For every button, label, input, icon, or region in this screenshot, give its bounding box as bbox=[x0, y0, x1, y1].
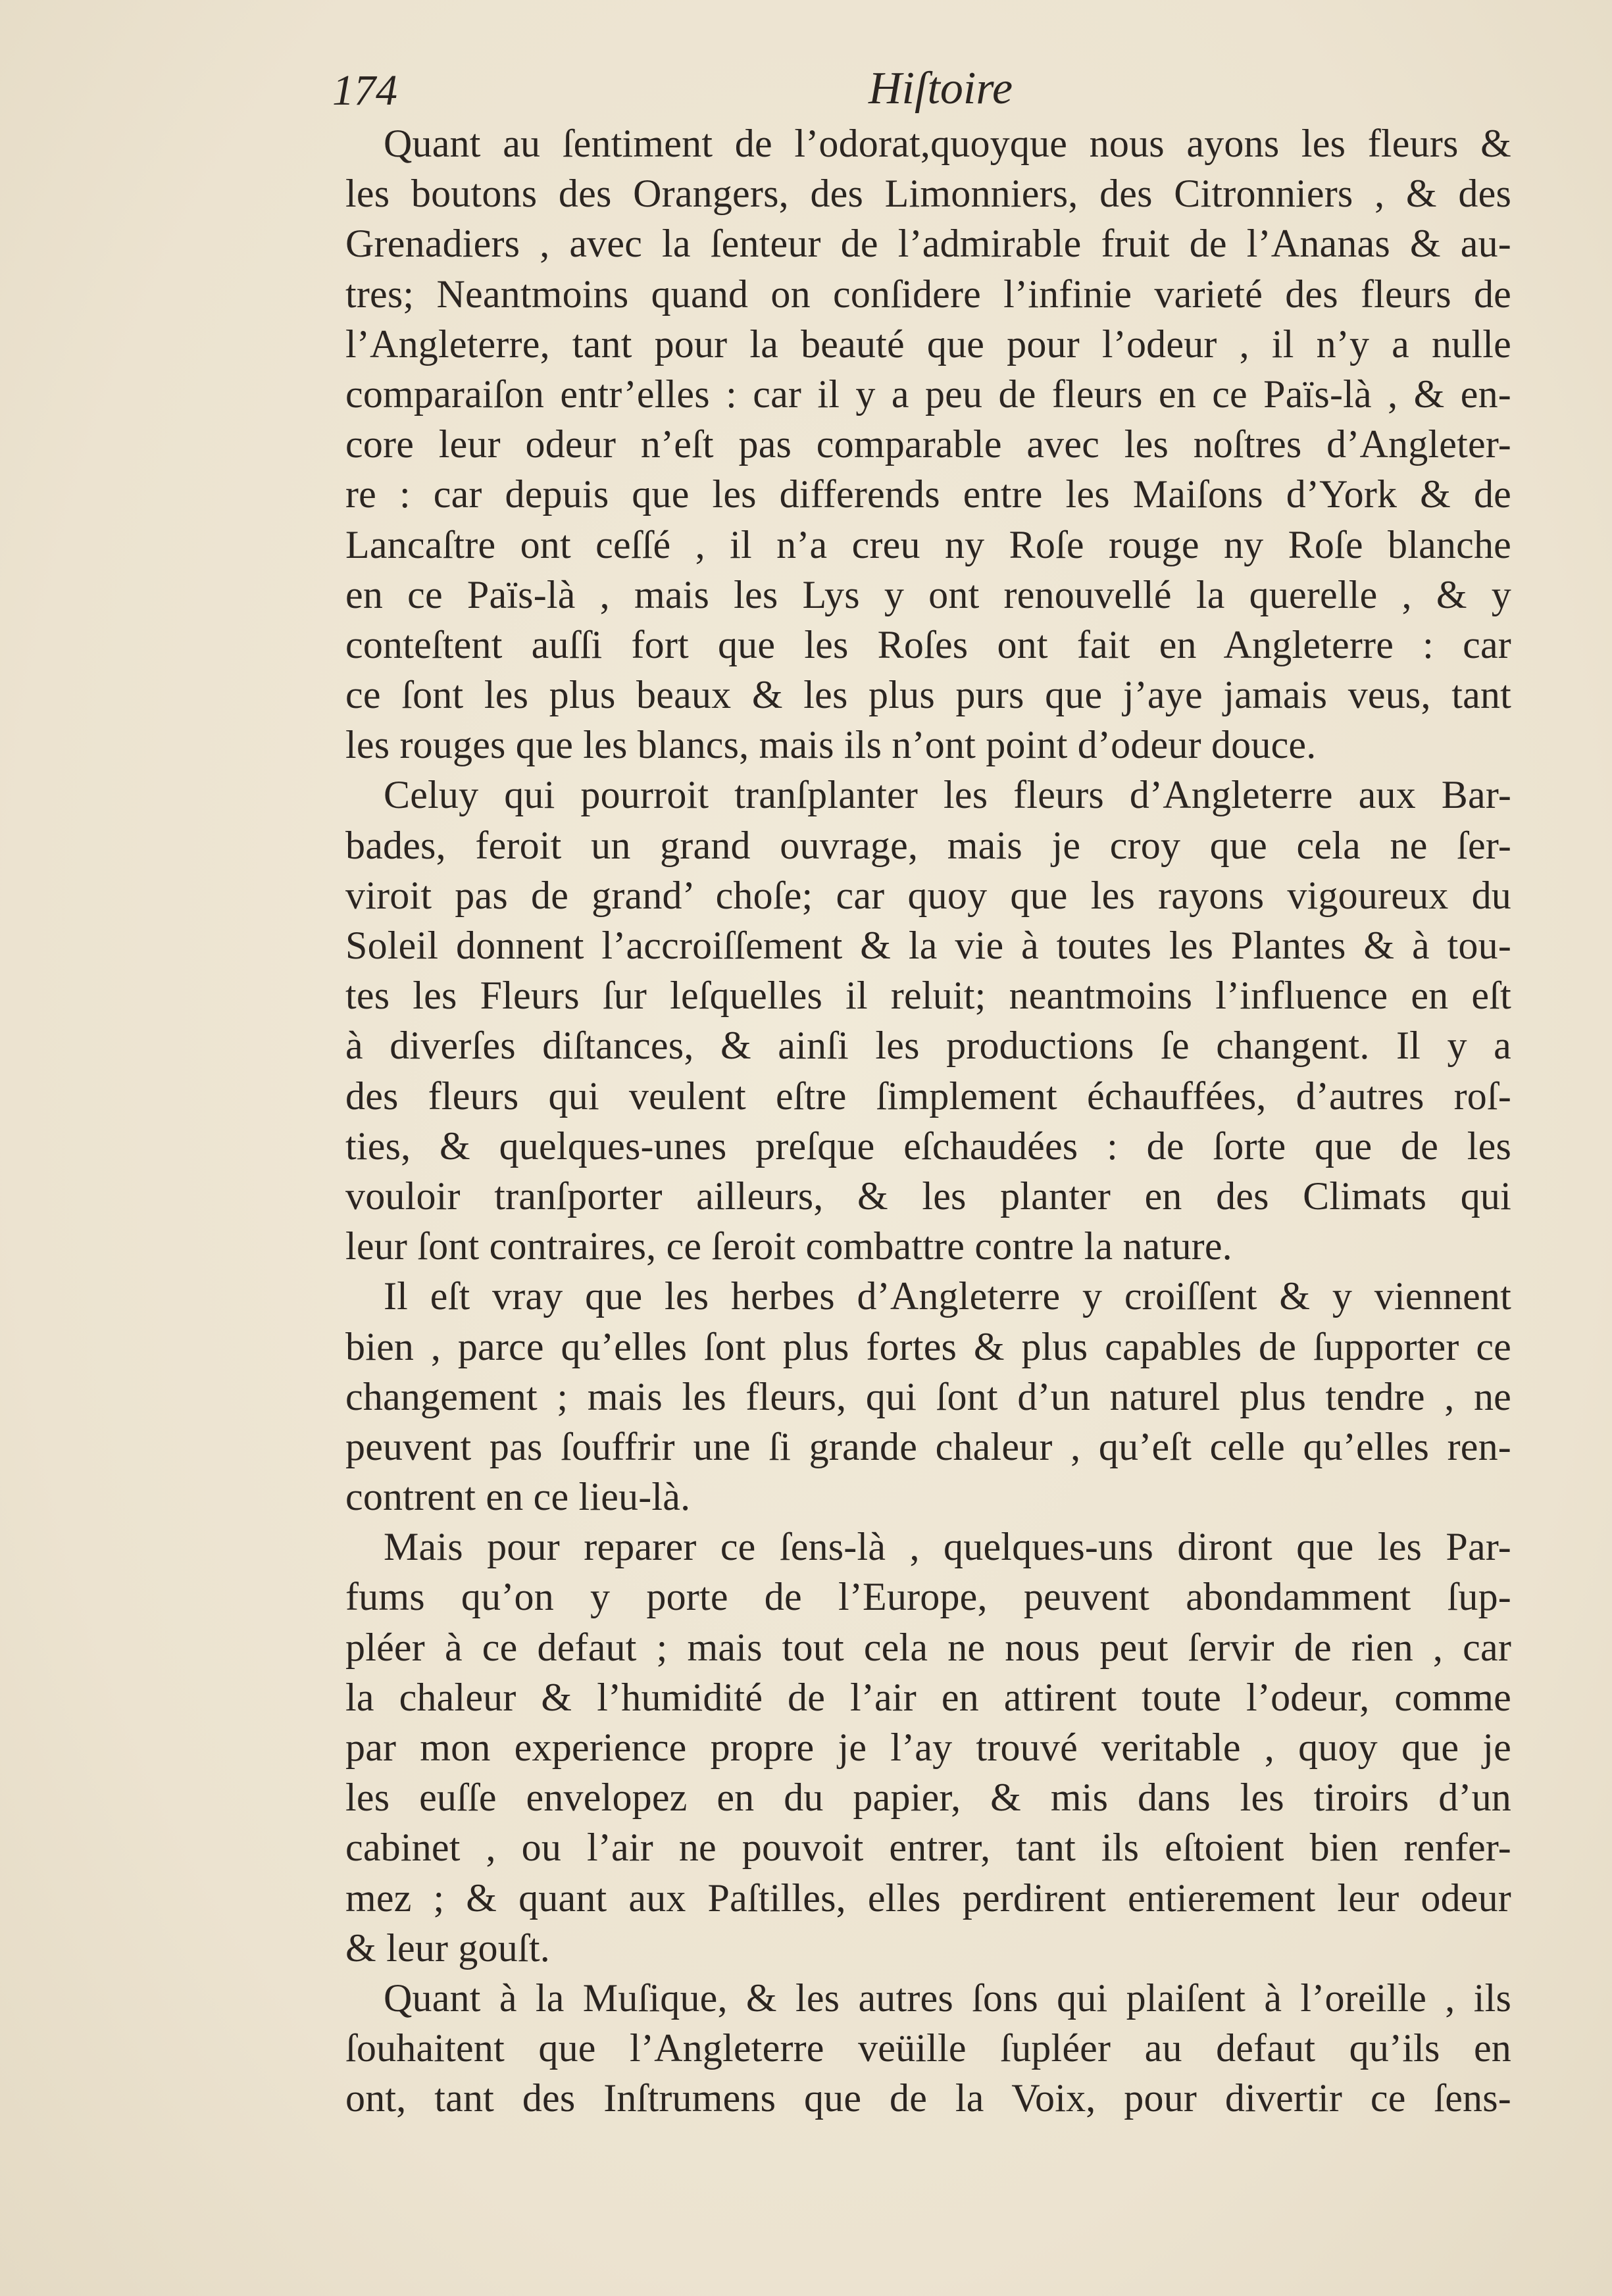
text-line: Quant au ſentiment de l’odorat,quoyque nous ayons les fleurs & bbox=[384, 122, 1511, 165]
text-line: re : car depuis que les differends entre les Maiſons d’York & de bbox=[345, 472, 1511, 516]
text-line: contrent en ce lieu-là. bbox=[345, 1475, 691, 1519]
text-line: à diverſes diſtances, & ainſi les productions ſe changent. Il y a bbox=[345, 1024, 1511, 1068]
text-line: Il eſt vray que les herbes d’Angleterre y croiſſent & y viennent bbox=[384, 1274, 1511, 1318]
text-line: Celuy qui pourroit tranſplanter les fleurs d’Angleterre aux Bar- bbox=[384, 773, 1511, 817]
text-line: des fleurs qui veulent eſtre ſimplement échauffées, d’autres roſ- bbox=[345, 1074, 1511, 1118]
text-line: conteſtent auſſi fort que les Roſes ont fait en Angleterre : car bbox=[345, 622, 1511, 666]
text-line: ce ſont les plus beaux & les plus purs que j’aye jamais veus, tant bbox=[345, 673, 1511, 717]
text-line: core leur odeur n’eſt pas comparable avec les noſtres d’Angleter- bbox=[345, 422, 1511, 466]
text-line: viroit pas de grand’ choſe; car quoy que les rayons vigoureux du bbox=[345, 873, 1511, 917]
text-line: mez ; & quant aux Paſtilles, elles perdirent entierement leur odeur bbox=[345, 1876, 1511, 1920]
page-body-text bbox=[345, 118, 1511, 2124]
text-line: Mais pour reparer ce ſens-là , quelques-uns diront que les Par- bbox=[384, 1525, 1511, 1569]
text-line: bien , parce qu’elles ſont plus fortes & plus capables de ſupporter ce bbox=[345, 1324, 1511, 1368]
text-line: fums qu’on y porte de l’Europe, peuvent abondamment ſup- bbox=[345, 1575, 1511, 1619]
text-line: ties, & quelques-unes preſque eſchaudées : de ſorte que de les bbox=[345, 1124, 1511, 1168]
text-line: les rouges que les blancs, mais ils n’ont point d’odeur douce. bbox=[345, 723, 1317, 767]
text-line: ſouhaitent que l’Angleterre veüille ſupléer au defaut qu’ils en bbox=[345, 2026, 1511, 2070]
text-line: Grenadiers , avec la ſenteur de l’admirable fruit de l’Ananas & au- bbox=[345, 222, 1511, 266]
text-line: en ce Païs-là , mais les Lys y ont renouvellé la querelle , & y bbox=[345, 572, 1511, 616]
text-line: les boutons des Orangers, des Limonniers, des Citronniers , & des bbox=[345, 172, 1511, 216]
text-line: par mon experience propre je l’ay trouvé veritable , quoy que je bbox=[345, 1726, 1511, 1769]
page-number: 174 bbox=[332, 66, 397, 114]
text-line: bades, feroit un grand ouvrage, mais je croy que cela ne ſer- bbox=[345, 823, 1511, 867]
text-line: leur ſont contraires, ce ſeroit combattre contre la nature. bbox=[345, 1224, 1232, 1268]
text-line: tres; Neantmoins quand on conſidere l’infinie varieté des fleurs de bbox=[345, 272, 1511, 316]
text-line: peuvent pas ſouffrir une ſi grande chaleur , qu’eſt celle qu’elles ren- bbox=[345, 1424, 1511, 1468]
text-line: pléer à ce defaut ; mais tout cela ne nous peut ſervir de rien , car bbox=[345, 1625, 1511, 1669]
text-line: ont, tant des Inſtrumens que de la Voix, pour divertir ce ſens- bbox=[345, 2076, 1511, 2120]
text-line: Lancaſtre ont ceſſé , il n’a creu ny Roſe rouge ny Roſe blanche bbox=[345, 522, 1511, 566]
text-line: tes les Fleurs ſur leſquelles il reluit; neantmoins l’influence en eſt bbox=[345, 974, 1511, 1018]
text-line: Quant à la Muſique, & les autres ſons qui plaiſent à l’oreille , ils bbox=[384, 1976, 1511, 2020]
text-line: vouloir tranſporter ailleurs, & les planter en des Climats qui bbox=[345, 1174, 1511, 1218]
text-line: comparaiſon entr’elles : car il y a peu de fleurs en ce Païs-là , & en- bbox=[345, 372, 1511, 416]
text-line: la chaleur & l’humidité de l’air en attirent toute l’odeur, comme bbox=[345, 1675, 1511, 1719]
text-line: cabinet , ou l’air ne pouvoit entrer, tant ils eſtoient bien renfer- bbox=[345, 1826, 1511, 1870]
text-line: Soleil donnent l’accroiſſement & la vie à toutes les Plantes & à tou- bbox=[345, 924, 1511, 967]
text-line: l’Angleterre, tant pour la beauté que pour l’odeur , il n’y a nulle bbox=[345, 322, 1511, 366]
text-line: les euſſe envelopez en du papier, & mis dans les tiroirs d’un bbox=[345, 1776, 1511, 1820]
text-line: changement ; mais les fleurs, qui ſont d’un naturel plus tendre , ne bbox=[345, 1374, 1511, 1418]
text-line: & leur gouſt. bbox=[345, 1926, 550, 1970]
running-title: Hiſtoire bbox=[869, 63, 1013, 114]
